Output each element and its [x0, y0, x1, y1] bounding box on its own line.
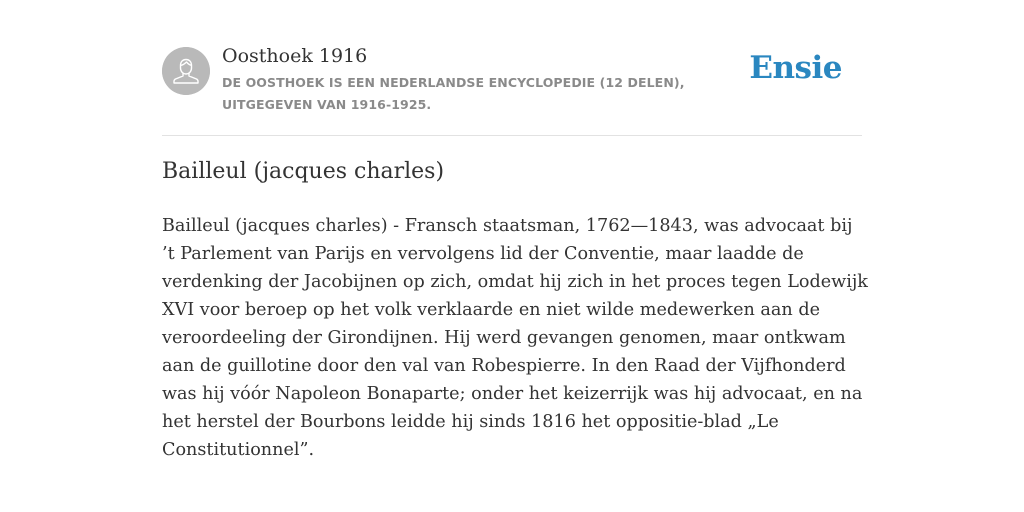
ensie-logo[interactable]: Ensie — [749, 50, 842, 86]
user-icon — [162, 47, 210, 95]
avatar[interactable] — [162, 47, 210, 95]
article-title: Bailleul (jacques charles) — [162, 159, 445, 184]
source-header — [162, 44, 862, 136]
article-body: Bailleul (jacques charles) - Fransch staatsman, 1762—1843, was advocaat bij ’t Parlement van Parijs en vervolgens lid der Conventie, maar laadde de verdenking der Jacobijnen op zich, omdat hij zich in het proces tegen Lodewijk XVI voor beroep op het volk verklaarde en niet wilde medewerken aan de veroordeeling der Girondijnen. Hij werd gevangen genomen, maar ontkwam aan de guillotine door den val van Robespierre. In den Raad der Vijfhonderd was hij vóór Napoleon Bonaparte; onder het keizerrijk was hij advocaat, en na het herstel der Bourbons leidde hij sinds 1816 het oppositie-blad „Le Constitutionnel”. — [162, 216, 868, 460]
source-name[interactable]: Oosthoek 1916 — [222, 45, 368, 67]
source-description: DE OOSTHOEK IS EEN NEDERLANDSE ENCYCLOPEDIE (12 DELEN), UITGEGEVEN VAN 1916-1925. — [222, 75, 685, 112]
